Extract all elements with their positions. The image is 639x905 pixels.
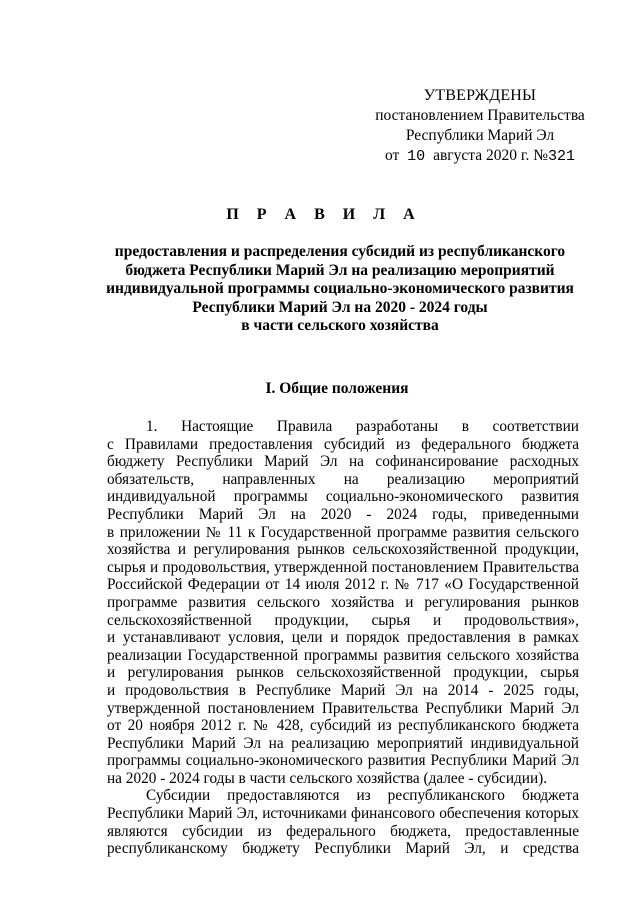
text-line: от 20 ноября 2012 г. № 428, субсидий из республиканского бюджета [107,717,579,735]
approval-stamp [360,86,600,167]
section-heading: I. Общие положения [265,380,409,397]
paragraph-1 [107,418,579,787]
subtitle-line: Республики Марий Эл на 2020 - 2024 годы [192,298,488,316]
text-line: сырья и продовольствия, утвержденной постановлением Правительства [107,558,579,576]
approval-title: УТВЕРЖДЕНЫ [423,87,537,104]
subtitle-line: предоставления и распределения субсидий из республиканского [114,243,566,260]
subtitle-line: индивидуальной программы социально-экономического развития [106,280,574,298]
document-title: П Р А В И Л А [226,206,422,223]
text-line: обязательств, направленных на реализацию мероприятий [107,470,579,488]
text-line: и продовольствия в Республике Марий Эл на 2014 - 2025 годы, [107,681,579,699]
text-line: и регулирования рынков сельскохозяйственной продукции, сырья [107,664,579,682]
text-line: являются субсидии из федерального бюджета, предоставленные [107,822,579,840]
subtitle-line: в части сельского хозяйства [241,317,439,335]
text-line: 1. Настоящие Правила разработаны в соответствии [146,418,579,435]
text-line: республиканскому бюджету Республики Марий Эл, и средства [107,840,579,858]
document-body [107,418,579,858]
approval-doc-number: 321 [548,148,576,165]
approval-line-1: постановлением Правительства [375,107,585,124]
text-line: Республики Марий Эл, источниками финансового обеспечения которых [107,805,579,823]
text-line: реализации Государственной программы развития сельского хозяйства [107,646,579,664]
text-line: хозяйства и регулирования рынков сельскохозяйственной продукции, [107,541,579,559]
approval-date-line [360,146,600,167]
text-line: в приложении № 11 к Государственной программе развития сельского [107,523,579,541]
approval-date-prefix: от [384,147,400,164]
text-line: индивидуальной программы социально-экономического развития [107,488,579,506]
text-line: и устанавливают условия, цели и порядок предоставления в рамках [107,629,579,647]
text-line: бюджету Республики Марий Эл на софинансирование расходных [107,453,579,471]
text-line: Республики Марий Эл на реализацию мероприятий индивидуальной [107,734,579,752]
approval-date-day: 10 [407,148,426,165]
text-line: программы социально-экономического развития Республики Марий Эл [107,752,579,770]
document-subtitle [100,243,580,336]
text-line: Республики Марий Эл на 2020 - 2024 годы, приведенными [107,505,579,523]
subtitle-line: бюджета Республики Марий Эл на реализацию мероприятий [125,261,555,279]
text-line: Российской Федерации от 14 июля 2012 г. № 717 «О Государственной [107,576,579,594]
text-line: программе развития сельского хозяйства и регулирования рынков [107,593,579,611]
approval-date-rest: августа 2020 г. № [433,147,548,164]
text-line: на 2020 - 2024 годы в части сельского хозяйства (далее - субсидии). [107,769,548,787]
text-line: Субсидии предоставляются из республиканского бюджета [146,787,579,805]
approval-line-2: Республики Марий Эл [405,127,555,144]
text-line: утвержденной постановлением Правительства Республики Марий Эл [107,699,579,717]
paragraph-2 [107,787,579,857]
text-line: сельскохозяйственной продукции, сырья и продовольствия», [107,611,579,629]
text-line: с Правилами предоставления субсидий из федерального бюджета [107,435,579,453]
